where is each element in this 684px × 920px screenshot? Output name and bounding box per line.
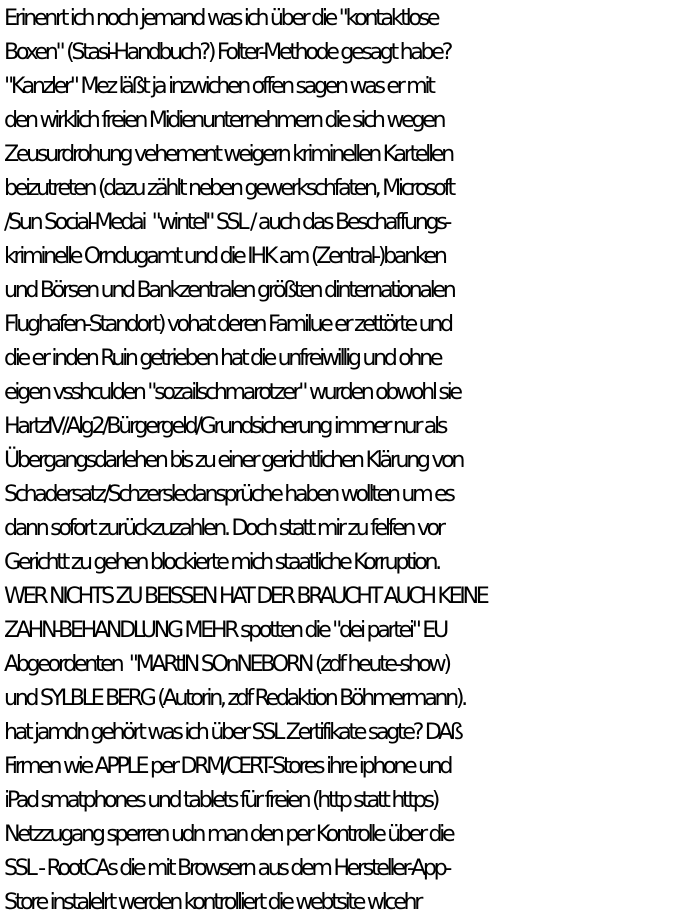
text-line-9: und Börsen und Bankzentralen größten dinternationalen: [4, 277, 454, 303]
text-line-27: Store instalelrt werden kontrolliert die webtsite wlcehr: [4, 889, 421, 915]
text-line-7: /Sun Social-Medai "wintel" SSL / auch das Beschaffungs-: [4, 209, 450, 235]
text-line-22: hat jamdn gehört was ich über SSL Zertifikate sagte? DAß: [4, 719, 461, 745]
text-line-14: Übergangsdarlehen bis zu einer gerichtlichen Klärung von: [4, 447, 463, 473]
text-line-10: Flughafen-Standort) vohat deren Familue er zettörte und: [4, 311, 451, 337]
text-line-16: dann sofort zurückzuzahlen. Doch statt mir zu felfen vor: [4, 515, 443, 541]
text-line-21: und SYLBLE BERG (Autorin, zdf Redaktion Böhmermann).: [4, 685, 465, 711]
text-line-4: den wirklich freien Midienunternehmern die sich wegen: [4, 107, 444, 133]
text-line-8: kriminelle Orndugamt und die IHK am (Zentral-)banken: [4, 243, 445, 269]
text-line-26: SSL - RootCAs die mit Browsern aus dem Hersteller-App-: [4, 855, 449, 881]
text-line-1: Erinenrt ich noch jemand was ich über die "kontaktlose: [4, 5, 438, 31]
text-line-12: eigen vsshculden "sozailschmarotzer" wurden obwohl sie: [4, 379, 460, 405]
text-line-13: HartzIV/Alg2/Bürgergeld/Grundsicherung immer nur als: [4, 413, 446, 439]
text-line-19: ZAHN-BEHANDLUNG MEHR spotten die "dei partei" EU: [4, 617, 446, 643]
text-line-25: Netzzugang sperren udn man den per Kontrolle über die: [4, 821, 453, 847]
text-line-15: Schadersatz/Schzersledansprüche haben wollten um es: [4, 481, 453, 507]
text-line-24: iPad smatphones und tablets für freien (http statt https): [4, 787, 438, 813]
text-line-2: Boxen" (Stasi-Handbuch?) Folter-Methode gesagt habe?: [4, 39, 450, 65]
text-line-20: Abgeordenten "MARtIN SOnNEBORN (zdf heute-show): [4, 651, 449, 677]
text-line-18: WER NICHTS ZU BEISSEN HAT DER BRAUCHT AUCH KEINE: [4, 583, 487, 609]
text-line-3: "Kanzler" Mez läßt ja inzwichen offen sagen was er mit: [4, 73, 433, 99]
text-line-5: Zeusurdrohung vehement weigern kriminellen Kartellen: [4, 141, 452, 167]
text-line-6: beizutreten (dazu zählt neben gewerkschfaten, Microsoft: [4, 175, 453, 201]
document-page: [4, 1, 684, 919]
text-line-17: Gerichtt zu gehen blockierte mich staatliche Korruption.: [4, 549, 439, 575]
text-line-23: Firmen wie APPLE per DRM/CERT-Stores ihre iphone und: [4, 753, 451, 779]
text-line-11: die er inden Ruin getrieben hat die unfreiwillig und ohne: [4, 345, 441, 371]
